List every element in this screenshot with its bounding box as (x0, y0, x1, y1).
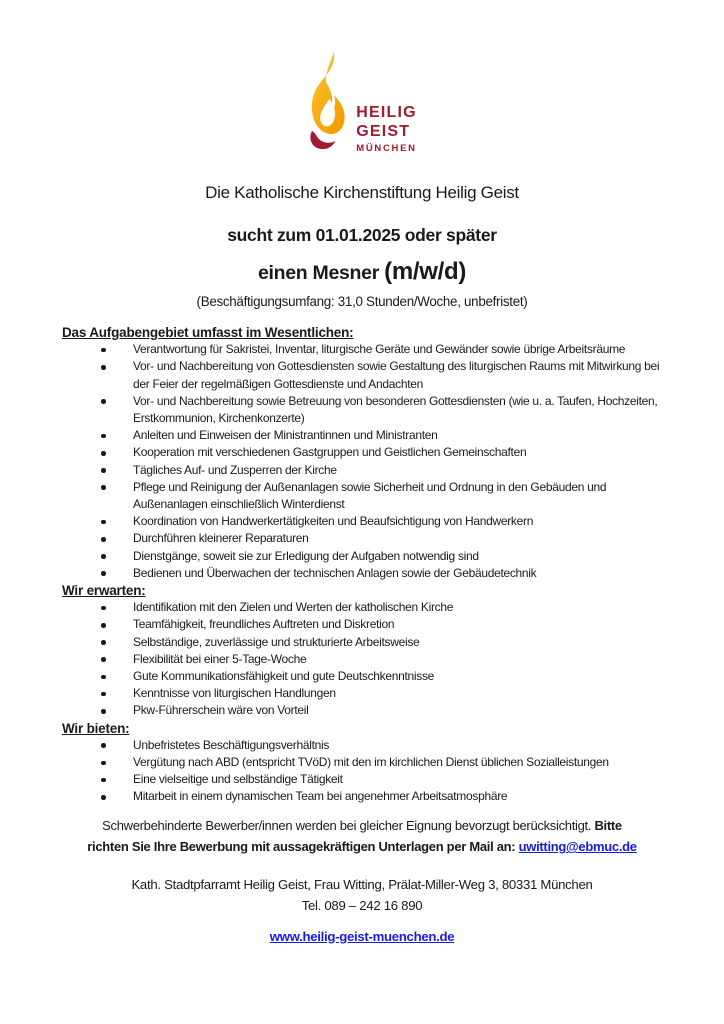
section-expectations-heading: Wir erwarten: (62, 583, 146, 599)
section-tasks (62, 324, 662, 582)
bullet-item: Gute Kommunikationsfähigkeit und gute Deutschkenntnisse (62, 668, 662, 685)
application-note-line1 (62, 815, 662, 837)
application-note (62, 815, 662, 858)
website-row (62, 929, 662, 944)
bullet-item: Tägliches Auf- und Zusperren der Kirche (62, 462, 662, 479)
section-tasks-heading: Das Aufgabengebiet umfasst im Wesentlichen: (62, 325, 354, 340)
equal-opportunity-text: Schwerbehinderte Bewerber/innen werden bei gleicher Eignung bevorzugt berücksichtigt. (102, 817, 592, 833)
section-offer (62, 720, 662, 806)
bullet-item: Durchführen kleinerer Reparaturen (62, 530, 662, 547)
flame-icon (307, 50, 347, 154)
bullet-item: Selbständige, zuverlässige und strukturierte Arbeitsweise (62, 634, 662, 651)
application-note-line2 (62, 836, 662, 858)
bullet-item: Bedienen und Überwachen der technischen Anlagen sowie der Gebäudetechnik (62, 565, 662, 582)
contact-phone: Tel. 089 – 242 16 890 (301, 897, 423, 913)
bullet-item: Kooperation mit verschiedenen Gastgruppen und Geistlichen Gemeinschaften (62, 444, 662, 461)
application-instruction-start: Bitte (594, 817, 622, 833)
contact-address: Kath. Stadtpfarramt Heilig Geist, Frau Witting, Prälat-Miller-Weg 3, 80331 München (131, 876, 593, 892)
bullet-item: Vergütung nach ABD (entspricht TVöD) mit den im kirchlichen Dienst üblichen Sozialleistungen (62, 754, 662, 771)
section-tasks-list (62, 341, 662, 582)
start-date-line: sucht zum 01.01.2025 oder später (227, 225, 497, 245)
email-link[interactable]: uwitting@ebmuc.de (518, 839, 637, 855)
bullet-item: Teamfähigkeit, freundliches Auftreten und Diskretion (62, 616, 662, 633)
bullet-item: Vor- und Nachbereitung von Gottesdiensten sowie Gestaltung des liturgischen Raums mit Mitwirkung bei der Feier der regelmäßigen Gottesdienste und Andachten (62, 358, 662, 392)
section-expectations (62, 582, 662, 720)
bullet-item: Verantwortung für Sakristei, Inventar, liturgische Geräte und Gewänder sowie übrige Arbeitsräume (62, 341, 662, 358)
position-mwd: (m/w/d) (384, 258, 467, 285)
page-title: Die Katholische Kirchenstiftung Heilig Geist (205, 183, 519, 202)
bullet-item: Koordination von Handwerkertätigkeiten und Beaufsichtigung von Handwerkern (62, 513, 662, 530)
bullet-item: Unbefristetes Beschäftigungsverhältnis (62, 737, 662, 754)
section-offer-list (62, 737, 662, 806)
bullet-item: Flexibilität bei einer 5-Tage-Woche (62, 651, 662, 668)
bullet-item: Pkw-Führerschein wäre von Vorteil (62, 702, 662, 719)
section-expectations-list (62, 599, 662, 719)
position-title (62, 258, 662, 287)
logo-line-geist: GEIST (356, 122, 411, 140)
contact-block (62, 874, 662, 916)
application-instruction-rest: richten Sie Ihre Bewerbung mit aussagekräftigen Unterlagen per Mail an: (87, 839, 516, 855)
bullet-item: Identifikation mit den Zielen und Werten der katholischen Kirche (62, 599, 662, 616)
logo-line-heilig: HEILIG (356, 103, 417, 121)
logo-wordmark (356, 105, 417, 155)
bullet-item: Pflege und Reinigung der Außenanlagen sowie Sicherheit und Ordnung in den Gebäuden und Außenanlagen einschließlich Winterdienst (62, 479, 662, 513)
logo-line-muenchen: MÜNCHEN (356, 142, 417, 154)
logo (62, 50, 662, 154)
employment-note: (Beschäftigungsumfang: 31,0 Stunden/Woche, unbefristet) (196, 294, 528, 309)
bullet-item: Mitarbeit in einem dynamischen Team bei angenehmer Arbeitsatmosphäre (62, 788, 662, 805)
bullet-item: Kenntnisse von liturgischen Handlungen (62, 685, 662, 702)
bullet-item: Vor- und Nachbereitung sowie Betreuung von besonderen Gottesdiensten (wie u. a. Taufen, Hochzeiten, Erstkommunion, Kirchenkonzerte) (62, 393, 662, 427)
bullet-item: Dienstgänge, soweit sie zur Erledigung der Aufgaben notwendig sind (62, 548, 662, 565)
website-link[interactable]: www.heilig-geist-muenchen.de (269, 928, 455, 944)
position-name: einen Mesner (257, 262, 385, 284)
section-offer-heading: Wir bieten: (62, 720, 130, 736)
bullet-item: Eine vielseitige und selbständige Tätigkeit (62, 771, 662, 788)
bullet-item: Anleiten und Einweisen der Ministrantinnen und Ministranten (62, 427, 662, 444)
